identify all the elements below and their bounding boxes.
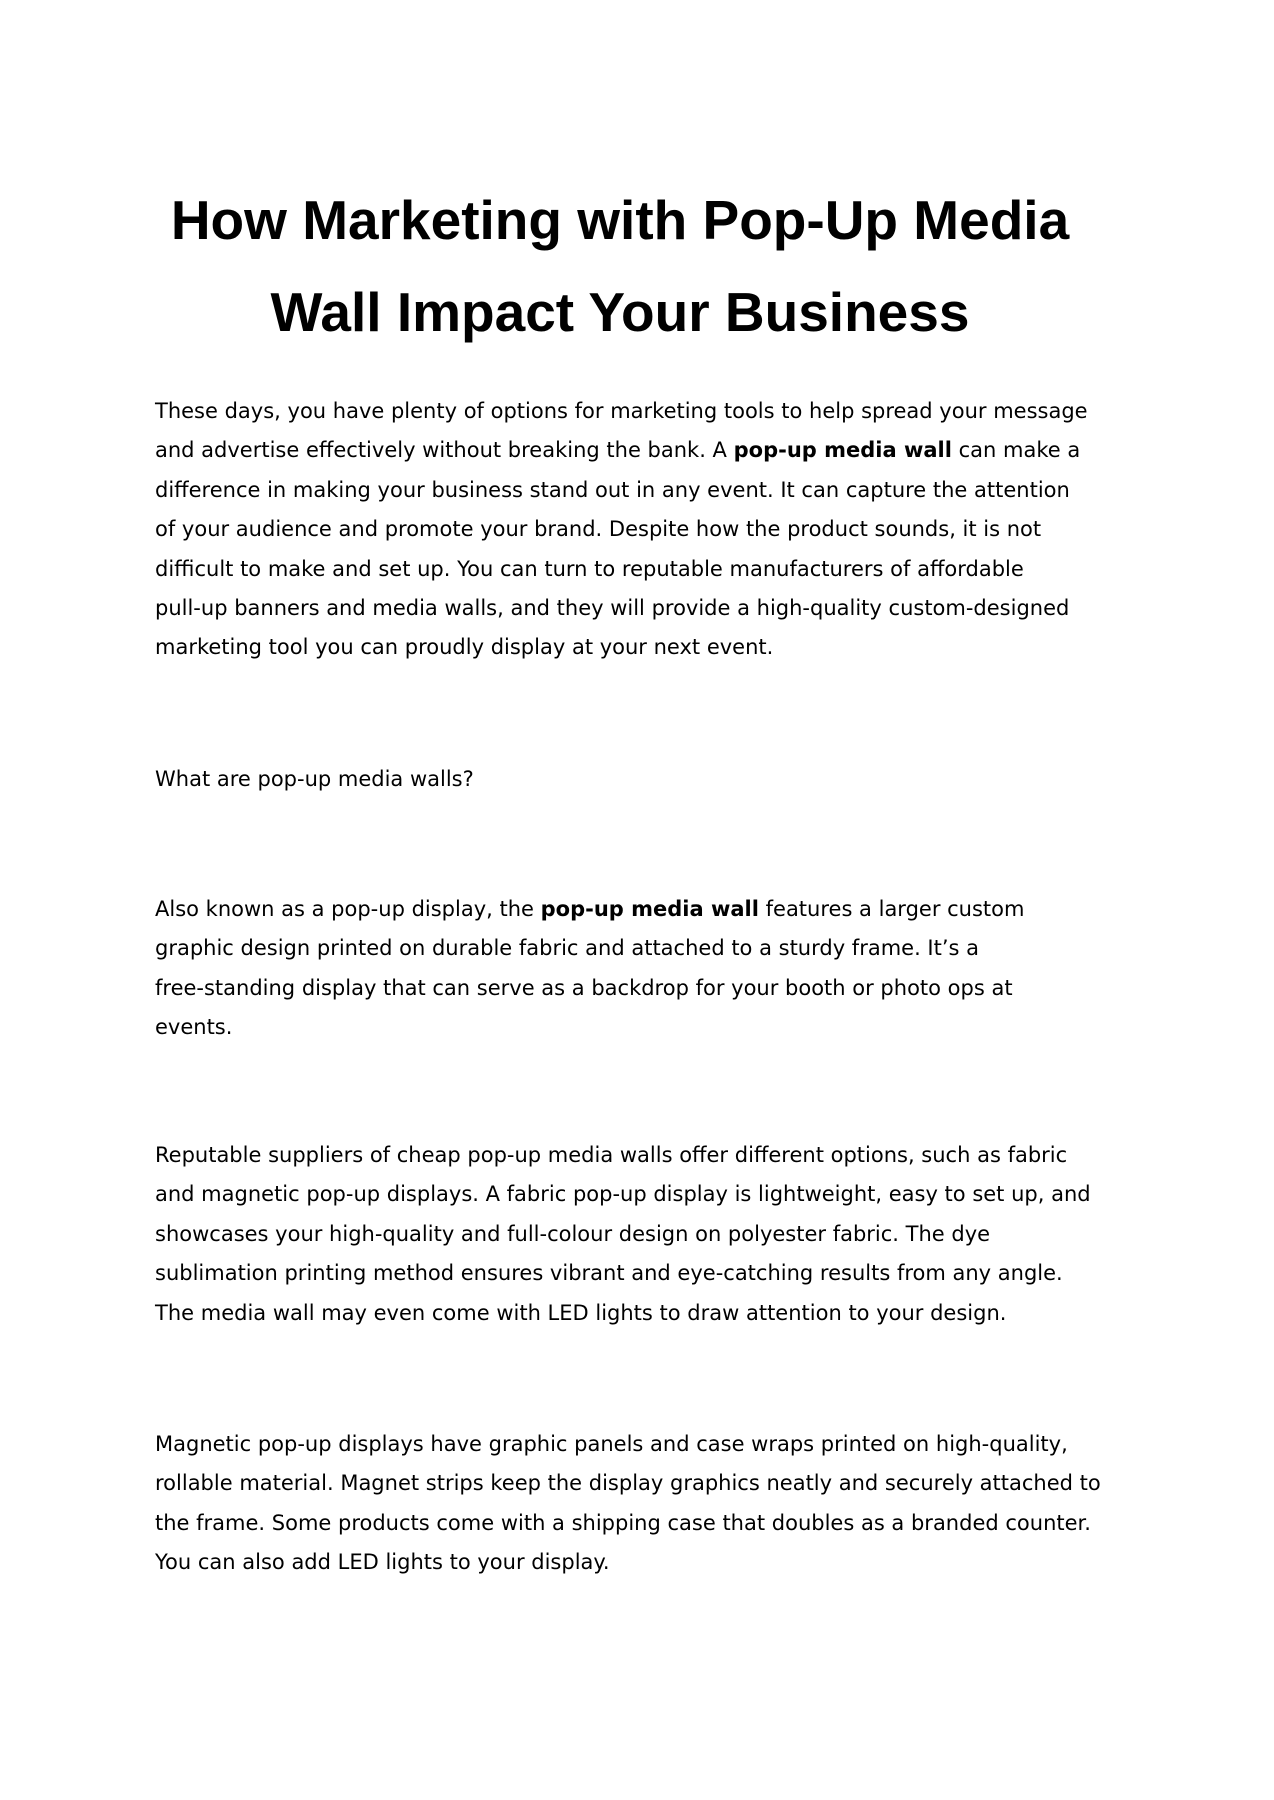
text-run: Also known as a pop-up display, the [155,897,541,921]
text-line [155,431,1155,470]
text-run: can make a [951,438,1081,463]
bold-keyword: pop-up media wall [540,897,759,921]
text-line: The media wall may even come with LED lights to draw attention to your design. [155,1300,1007,1325]
title-line: How Marketing with Pop-Up Media [170,189,1070,251]
paragraph-definition [155,890,1155,1048]
text-line: and magnetic pop-up displays. A fabric pop-up display is lightweight, easy to set up, and [155,1182,1091,1207]
text-run: and advertise effectively without breaking the bank. A [155,438,734,463]
paragraph-magnetic-displays [155,1425,1155,1583]
text-line: marketing tool you can proudly display at your next event. [155,635,774,660]
document-title [120,174,1120,358]
text-line: sublimation printing method ensures vibrant and eye-catching results from any angle. [155,1261,1063,1286]
text-line: These days, you have plenty of options for marketing tools to help spread your message [155,399,1088,423]
text-run: features a larger custom [758,897,1025,921]
text-line: Magnetic pop-up displays have graphic panels and case wraps printed on high-quality, [155,1432,1068,1456]
text-line: difference in making your business stand out in any event. It can capture the attention [155,477,1070,502]
text-line: showcases your high-quality and full-colour design on polyester fabric. The dye [155,1221,991,1246]
text-line: free-standing display that can serve as a backdrop for your booth or photo ops at [155,975,1013,1000]
text-line [155,890,1155,929]
title-line: Wall Impact Your Business [270,281,970,343]
text-line: You can also add LED lights to your display. [155,1550,610,1575]
text-line: Reputable suppliers of cheap pop-up media walls offer different options, such as fabric [155,1143,1068,1167]
text-line: events. [155,1015,233,1040]
section-heading [155,760,1155,799]
text-line: the frame. Some products come with a shipping case that doubles as a branded counter. [155,1510,1091,1535]
text-line: difficult to make and set up. You can turn to reputable manufacturers of affordable [155,556,1024,581]
text-line: pull-up banners and media walls, and they will provide a high-quality custom-designed [155,595,1070,620]
paragraph-intro [155,392,1155,668]
text-line: What are pop-up media walls? [155,767,474,791]
bold-keyword: pop-up media wall [733,438,952,463]
paragraph-fabric-displays [155,1136,1155,1333]
text-line: graphic design printed on durable fabric and attached to a sturdy frame. It’s a [155,936,980,961]
text-line: rollable material. Magnet strips keep the display graphics neatly and securely attached to [155,1471,1101,1496]
text-line: of your audience and promote your brand. Despite how the product sounds, it is not [155,517,1042,542]
